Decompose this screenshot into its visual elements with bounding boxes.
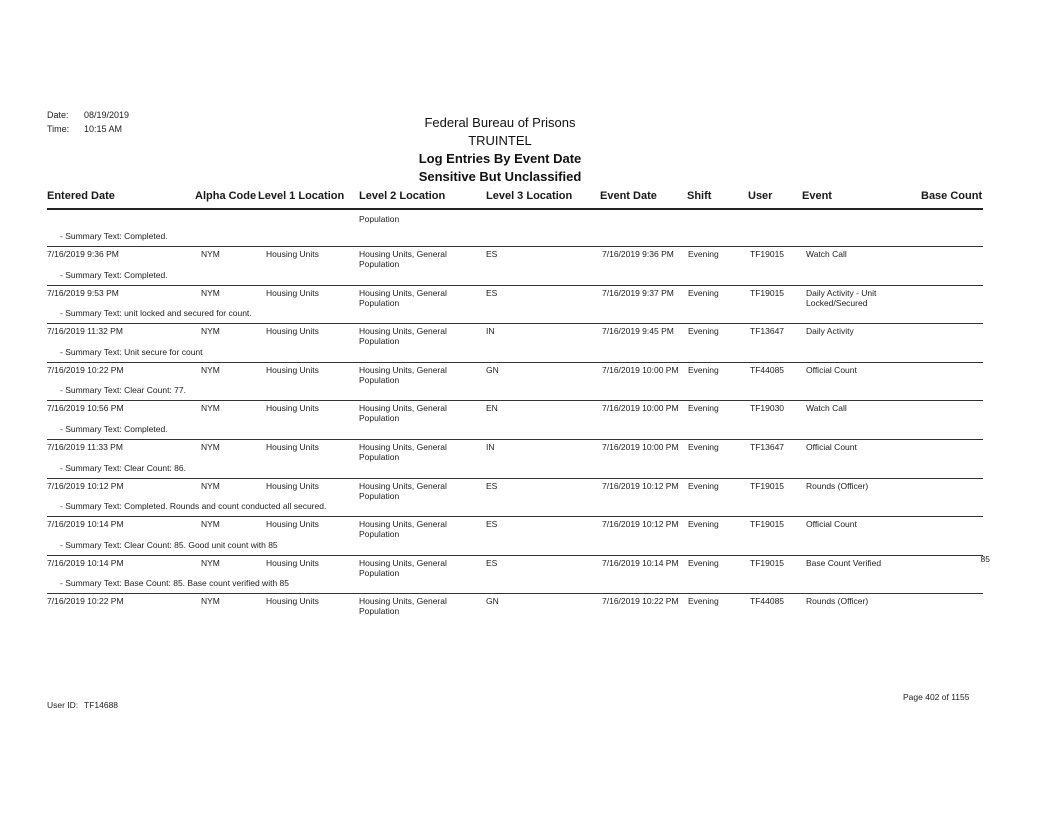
level2-location: Housing Units, General Population <box>359 365 447 385</box>
col-level3-location: Level 3 Location <box>486 190 573 202</box>
shift: Evening <box>688 249 719 259</box>
level3-location: ES <box>486 481 498 491</box>
row-divider <box>47 555 983 556</box>
row-divider <box>47 323 983 324</box>
alpha-code: NYM <box>201 481 220 491</box>
alpha-code: NYM <box>201 365 220 375</box>
user-id-label: User ID: <box>47 700 79 710</box>
event-date: 7/16/2019 9:37 PM <box>602 288 674 298</box>
level1-location: Housing Units <box>266 596 319 606</box>
level2-location: Housing Units, General Population <box>359 481 447 501</box>
entered-date: 7/16/2019 10:56 PM <box>47 403 124 413</box>
col-level2-location: Level 2 Location <box>359 190 446 202</box>
header-rule <box>47 208 983 210</box>
base-count: 85 <box>980 554 990 564</box>
system-title: TRUINTEL <box>468 133 532 148</box>
event-name: Rounds (Officer) <box>806 596 869 606</box>
shift: Evening <box>688 403 719 413</box>
event-name: Watch Call <box>806 403 847 413</box>
user-id: TF19015 <box>750 519 785 529</box>
level1-location: Housing Units <box>266 249 319 259</box>
level3-location: GN <box>486 596 499 606</box>
level1-location: Housing Units <box>266 288 319 298</box>
row-divider <box>47 478 983 479</box>
level3-location: EN <box>486 403 498 413</box>
summary-text: - Summary Text: Completed. <box>60 424 168 434</box>
alpha-code: NYM <box>201 558 220 568</box>
level3-location: ES <box>486 558 498 568</box>
entered-date: 7/16/2019 10:12 PM <box>47 481 124 491</box>
row-divider <box>47 593 983 594</box>
user-id: TF13647 <box>750 326 785 336</box>
level2-location: Housing Units, General Population <box>359 326 447 346</box>
level2-location: Housing Units, General Population <box>359 519 447 539</box>
entered-date: 7/16/2019 10:14 PM <box>47 519 124 529</box>
row-divider <box>47 246 983 247</box>
level2-location: Housing Units, General Population <box>359 288 447 308</box>
shift: Evening <box>688 481 719 491</box>
classification-title: Sensitive But Unclassified <box>418 169 582 184</box>
user-id: TF19030 <box>750 403 785 413</box>
report-date: 08/19/2019 <box>84 110 130 120</box>
alpha-code: NYM <box>201 249 220 259</box>
user-id: TF44085 <box>750 365 785 375</box>
level2-location: Housing Units, General Population <box>359 596 447 616</box>
alpha-code: NYM <box>201 519 220 529</box>
page-number: Page 402 of 1155 <box>903 692 970 702</box>
alpha-code: NYM <box>201 403 220 413</box>
shift: Evening <box>688 596 719 606</box>
level3-location: IN <box>486 326 495 336</box>
col-user: User <box>748 190 773 202</box>
event-name: Rounds (Officer) <box>806 481 869 491</box>
event-name: Official Count <box>806 365 857 375</box>
entered-date: 7/16/2019 10:14 PM <box>47 558 124 568</box>
summary-text: - Summary Text: unit locked and secured for count. <box>60 308 252 318</box>
entered-date: 7/16/2019 11:32 PM <box>47 326 123 336</box>
shift: Evening <box>688 558 719 568</box>
summary-text: - Summary Text: Clear Count: 85. Good unit count with 85 <box>60 540 278 550</box>
user-id: TF19015 <box>750 558 785 568</box>
summary-text: - Summary Text: Completed. <box>60 270 168 280</box>
row-divider <box>47 285 983 286</box>
event-name: Daily Activity <box>806 326 854 336</box>
date-label: Date: <box>47 110 69 120</box>
report-title: Log Entries By Event Date <box>418 151 582 166</box>
entered-date: 7/16/2019 9:36 PM <box>47 249 119 259</box>
user-id: TF19015 <box>750 249 785 259</box>
event-date: 7/16/2019 10:12 PM <box>602 481 679 491</box>
alpha-code: NYM <box>201 288 220 298</box>
alpha-code: NYM <box>201 326 220 336</box>
level1-location: Housing Units <box>266 442 319 452</box>
event-date: 7/16/2019 10:12 PM <box>602 519 679 529</box>
level1-location: Housing Units <box>266 326 319 336</box>
event-date: 7/16/2019 10:22 PM <box>602 596 679 606</box>
user-id: TF44085 <box>750 596 785 606</box>
col-shift: Shift <box>687 190 712 202</box>
row-divider <box>47 516 983 517</box>
event-date: 7/16/2019 10:00 PM <box>602 442 679 452</box>
level3-location: ES <box>486 249 498 259</box>
row-divider <box>47 362 983 363</box>
user-id: TF13647 <box>750 442 785 452</box>
summary-text: - Summary Text: Base Count: 85. Base count verified with 85 <box>60 578 289 588</box>
row-divider <box>47 400 983 401</box>
entered-date: 7/16/2019 9:53 PM <box>47 288 119 298</box>
shift: Evening <box>688 442 719 452</box>
col-event: Event <box>802 190 832 202</box>
level1-location: Housing Units <box>266 558 319 568</box>
col-event-date: Event Date <box>600 190 657 202</box>
carryover-text: Population <box>359 214 400 224</box>
level2-location: Housing Units, General Population <box>359 249 447 269</box>
shift: Evening <box>688 365 719 375</box>
row-divider <box>47 439 983 440</box>
summary-text: - Summary Text: Clear Count: 77. <box>60 385 186 395</box>
level2-location: Housing Units, General Population <box>359 403 447 423</box>
level3-location: ES <box>486 288 498 298</box>
event-date: 7/16/2019 9:36 PM <box>602 249 674 259</box>
event-name: Base Count Verified <box>806 558 882 568</box>
shift: Evening <box>688 288 719 298</box>
level3-location: GN <box>486 365 499 375</box>
event-name: Official Count <box>806 519 857 529</box>
level1-location: Housing Units <box>266 519 319 529</box>
time-label: Time: <box>47 124 70 134</box>
agency-title: Federal Bureau of Prisons <box>424 115 576 130</box>
event-date: 7/16/2019 10:14 PM <box>602 558 679 568</box>
col-alpha-code: Alpha Code <box>195 190 257 202</box>
summary-text: - Summary Text: Clear Count: 86. <box>60 463 186 473</box>
user-id: TF19015 <box>750 481 785 491</box>
level1-location: Housing Units <box>266 365 319 375</box>
event-date: 7/16/2019 10:00 PM <box>602 403 679 413</box>
event-name: Daily Activity - Unit Locked/Secured <box>806 288 877 308</box>
col-entered-date: Entered Date <box>47 190 115 202</box>
entered-date: 7/16/2019 10:22 PM <box>47 596 124 606</box>
col-base-count: Base Count <box>921 190 983 202</box>
level1-location: Housing Units <box>266 403 319 413</box>
event-date: 7/16/2019 10:00 PM <box>602 365 679 375</box>
event-name: Official Count <box>806 442 857 452</box>
summary-text: - Summary Text: Completed. <box>60 231 168 241</box>
user-id-value: TF14688 <box>84 700 119 710</box>
level2-location: Housing Units, General Population <box>359 442 447 462</box>
summary-text: - Summary Text: Unit secure for count <box>60 347 203 357</box>
shift: Evening <box>688 519 719 529</box>
entered-date: 7/16/2019 10:22 PM <box>47 365 124 375</box>
level3-location: ES <box>486 519 498 529</box>
report-time: 10:15 AM <box>84 124 123 134</box>
event-date: 7/16/2019 9:45 PM <box>602 326 674 336</box>
entered-date: 7/16/2019 11:33 PM <box>47 442 123 452</box>
alpha-code: NYM <box>201 596 220 606</box>
shift: Evening <box>688 326 719 336</box>
summary-text: - Summary Text: Completed. Rounds and count conducted all secured. <box>60 501 327 511</box>
alpha-code: NYM <box>201 442 220 452</box>
event-name: Watch Call <box>806 249 847 259</box>
user-id: TF19015 <box>750 288 785 298</box>
level1-location: Housing Units <box>266 481 319 491</box>
level3-location: IN <box>486 442 495 452</box>
level2-location: Housing Units, General Population <box>359 558 447 578</box>
col-level1-location: Level 1 Location <box>258 190 345 202</box>
